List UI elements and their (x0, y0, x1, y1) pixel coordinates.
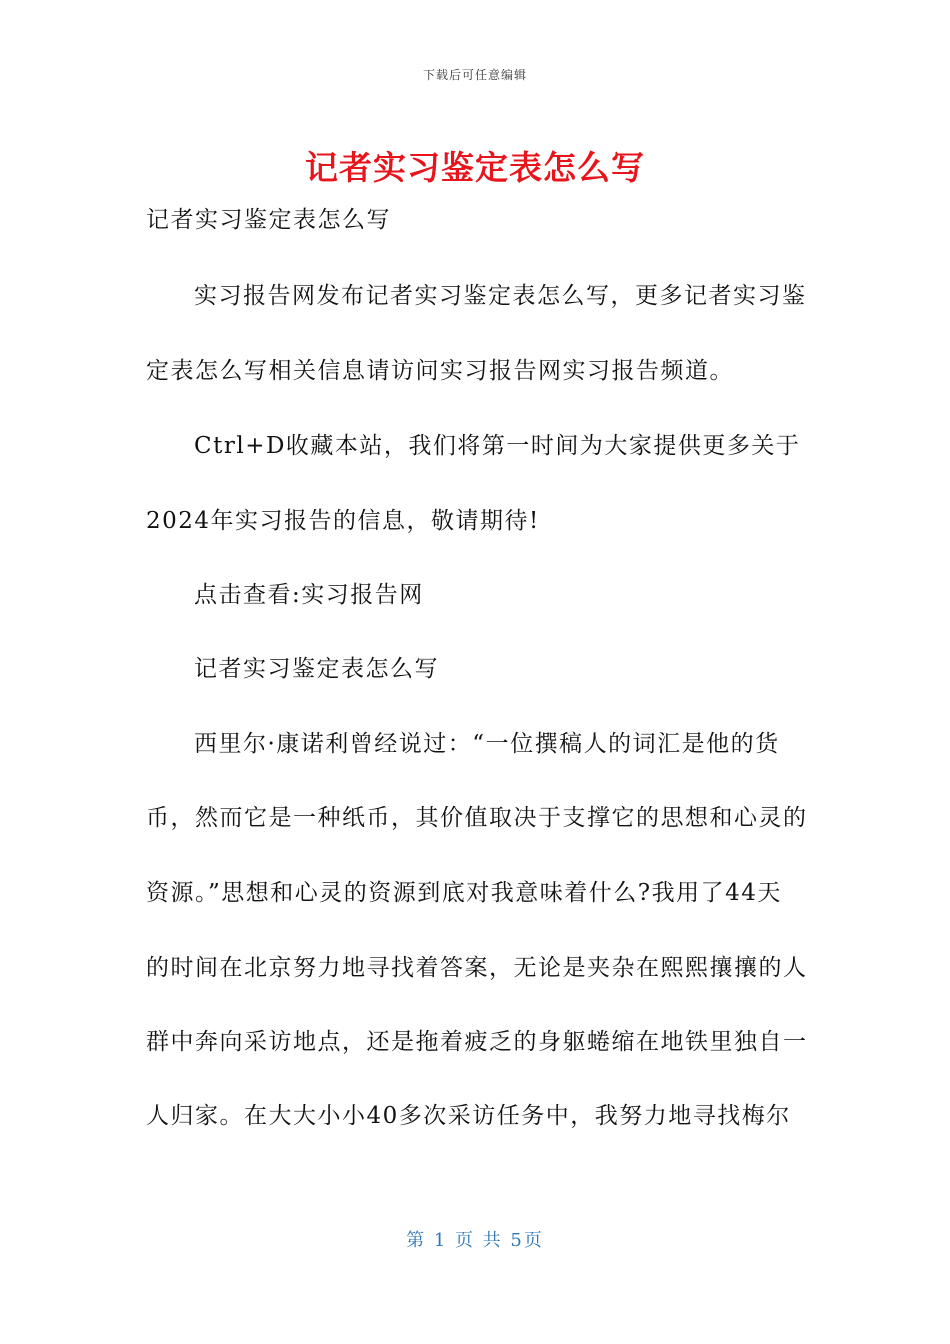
body-line: 西里尔·康诺利曾经说过：“一位撰稿人的词汇是他的货 (194, 731, 780, 757)
body-line: 定表怎么写相关信息请访问实习报告网实习报告频道。 (146, 358, 734, 384)
page-footer: 第 1 页 共 5页 (406, 1230, 544, 1251)
body-line: 群中奔向采访地点，还是拖着疲乏的身躯蜷缩在地铁里独自一 (146, 1029, 808, 1055)
body-line: 人归家。在大大小小40多次采访任务中，我努力地寻找梅尔 (146, 1103, 791, 1129)
document-title: 记者实习鉴定表怎么写 (305, 148, 645, 187)
body-line: 实习报告网发布记者实习鉴定表怎么写，更多记者实习鉴 (194, 283, 807, 309)
body-line: 2024年实习报告的信息，敬请期待! (146, 508, 540, 534)
body-line: 点击查看:实习报告网 (194, 582, 424, 608)
body-line: 资源。”思想和心灵的资源到底对我意味着什么?我用了44天 (146, 880, 782, 906)
body-line: 币，然而它是一种纸币，其价值取决于支撑它的思想和心灵的 (146, 805, 808, 831)
body-line: 的时间在北京努力地寻找着答案，无论是夹杂在熙熙攘攘的人 (146, 955, 808, 981)
body-line: 记者实习鉴定表怎么写 (194, 656, 439, 682)
body-line: 记者实习鉴定表怎么写 (146, 207, 391, 233)
body-line: Ctrl+D收藏本站，我们将第一时间为大家提供更多关于 (194, 433, 801, 459)
header-note: 下载后可任意编辑 (422, 68, 527, 82)
